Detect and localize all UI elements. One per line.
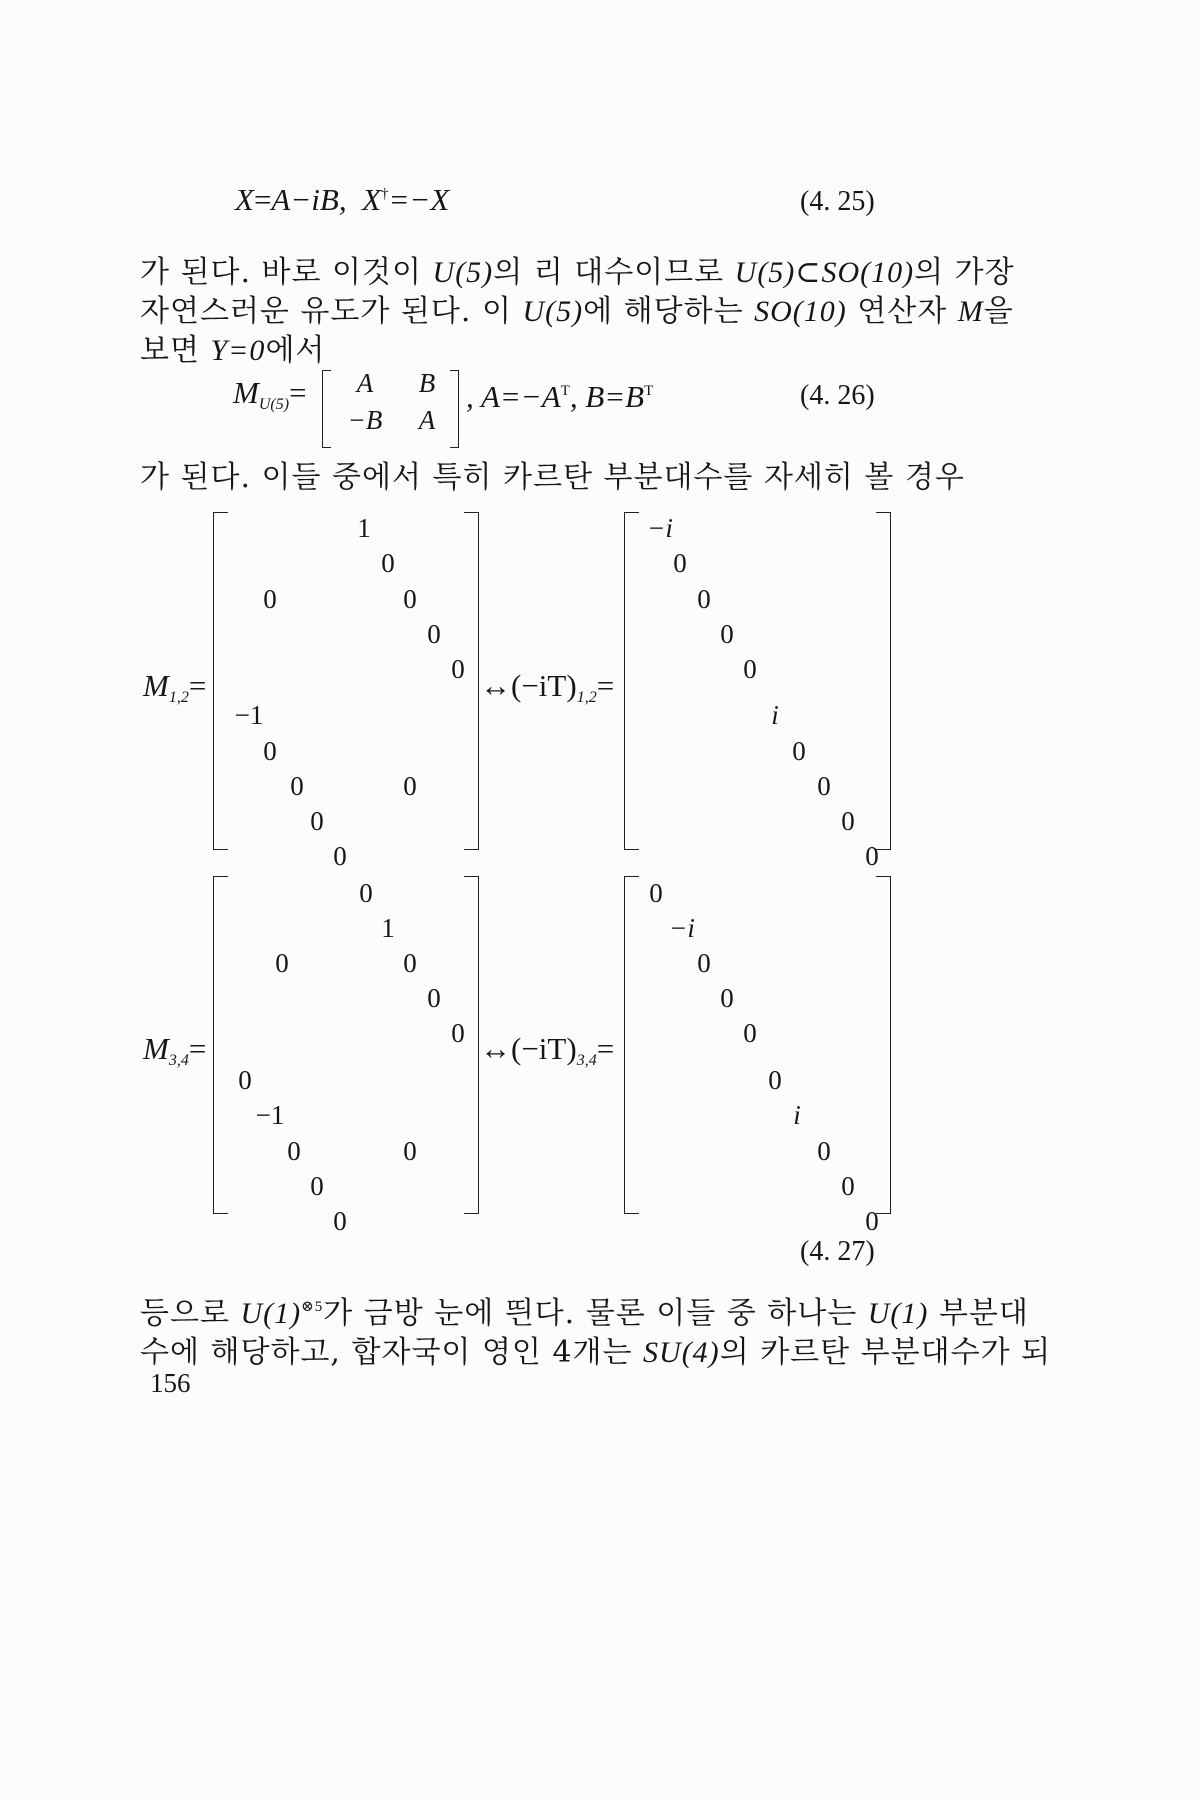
matrix-c-cell-7: −1 <box>255 1100 285 1130</box>
matrix-b-cell-0: −i <box>647 513 673 543</box>
t34-label <box>480 1033 614 1069</box>
equation-number-4-27: (4. 27) <box>800 1236 875 1267</box>
matrix-a-cell-7: 0 <box>263 736 277 766</box>
eq426-t1: T <box>560 383 570 399</box>
matrix-d-cell-9: 0 <box>865 1206 879 1236</box>
matrix-a-cell-2: 0 <box>263 584 277 614</box>
matrix-c-cell-10: 0 <box>310 1171 324 1201</box>
equation-number-4-25: (4. 25) <box>800 186 875 217</box>
matrix-c-cell-2: 0 <box>275 948 289 978</box>
matrix-d-cell-2: 0 <box>697 948 711 978</box>
eq426-conditions <box>466 381 653 412</box>
matrix-b-cell-5: i <box>771 700 779 730</box>
m34-left-bracket <box>213 876 228 1214</box>
matrix-a-cell-0: 1 <box>357 513 371 543</box>
t34-right-bracket <box>876 876 891 1214</box>
matrix-b-cell-3: 0 <box>720 619 734 649</box>
m12-right-bracket <box>464 512 479 850</box>
paragraph-1-line-2 <box>140 286 1014 330</box>
t12-equals: = <box>596 668 615 703</box>
m34-subscript: 3,4 <box>168 1052 189 1069</box>
eq426-t2: T <box>644 383 654 399</box>
m12-equals: = <box>188 668 207 703</box>
eq425-dagger: † <box>381 186 389 202</box>
m12-m: M <box>143 668 169 703</box>
matrix-a-cell-1: 0 <box>381 548 395 578</box>
t12-left-bracket <box>624 512 639 850</box>
p1-math-m: M <box>957 295 984 328</box>
matrix-c-cell-8: 0 <box>287 1136 301 1166</box>
matrix-c-cell-4: 0 <box>427 983 441 1013</box>
t34-left-bracket <box>624 876 639 1214</box>
matrix-b-cell-9: 0 <box>865 841 879 871</box>
matrix-c-cell-5: 0 <box>451 1018 465 1048</box>
p1-text-b3: 연산자 <box>846 294 958 329</box>
p1-math-so10: SO(10) <box>754 295 847 328</box>
eq426-cell-a: A <box>356 368 374 398</box>
p3-text-a2: 가 금방 눈에 띈다. 물론 이들 중 하나는 <box>323 1296 868 1331</box>
eq426-left-bracket <box>322 370 331 448</box>
p1-math-u5-b: U(5) <box>522 295 584 328</box>
matrix-d-cell-4: 0 <box>743 1018 757 1048</box>
matrix-d-cell-5: 0 <box>768 1065 782 1095</box>
paragraph-1-line-3 <box>140 325 325 369</box>
eq426-cell-a2: A <box>418 405 436 435</box>
p1-text-b4: 을 <box>983 294 1014 329</box>
p3-text-a1: 등으로 <box>140 1296 241 1331</box>
eq425-mid: =−X <box>388 182 450 217</box>
paragraph-1-line-1 <box>140 247 1015 291</box>
t12-label <box>480 670 614 706</box>
paragraph-3-line-1 <box>140 1288 1029 1332</box>
matrix-d-cell-1: −i <box>669 913 695 943</box>
matrix-b-cell-1: 0 <box>673 548 687 578</box>
matrix-a-cell-8: 0 <box>290 771 304 801</box>
m12-label <box>143 670 206 706</box>
p1-text-a2: 의 리 대수이므로 <box>493 255 735 290</box>
eq425-lhs: X <box>235 182 254 217</box>
matrix-c-cell-1: 1 <box>381 913 395 943</box>
t34-arrow: ↔(−iT) <box>480 1031 577 1066</box>
matrix-a-cell-11: 0 <box>333 841 347 871</box>
m34-m: M <box>143 1031 169 1066</box>
eq426-right-bracket <box>450 370 459 448</box>
matrix-b-cell-8: 0 <box>841 806 855 836</box>
eq426-subscript: U(5) <box>258 396 290 413</box>
eq426-cell-b: B <box>418 368 436 398</box>
p3-text-a3: 부분대 <box>928 1296 1029 1331</box>
m34-label <box>143 1033 206 1069</box>
p3-text-b2: 의 카르탄 부분대수가 되 <box>719 1335 1052 1370</box>
matrix-b-cell-7: 0 <box>817 771 831 801</box>
eq425-x: X <box>362 182 382 217</box>
t12-arrow: ↔(−iT) <box>480 668 577 703</box>
matrix-d-cell-7: 0 <box>817 1136 831 1166</box>
p3-text-b1: 수에 해당하고, 합자국이 영인 4개는 <box>140 1335 644 1370</box>
matrix-d-cell-0: 0 <box>649 878 663 908</box>
m34-equals: = <box>188 1031 207 1066</box>
matrix-c-cell-11: 0 <box>333 1206 347 1236</box>
eq426-equals: = <box>289 375 307 410</box>
eq426-cell-neg-b: −B <box>347 405 383 435</box>
matrix-d-cell-8: 0 <box>841 1171 855 1201</box>
t12-subscript: 1,2 <box>576 689 597 706</box>
matrix-a-cell-9: 0 <box>403 771 417 801</box>
equation-4-25: X=A−iB, X†=−X <box>235 182 450 217</box>
p1-math-inclusion: U(5)⊂SO(10) <box>734 256 915 289</box>
paragraph-2: 가 된다. 이들 중에서 특히 카르탄 부분대수를 자세히 볼 경우 <box>140 460 965 495</box>
p1-text-b1: 자연스러운 유도가 된다. 이 <box>140 294 523 329</box>
p1-text-c1: 보면 <box>140 333 211 368</box>
t34-subscript: 3,4 <box>576 1052 597 1069</box>
matrix-a-cell-5: 0 <box>451 654 465 684</box>
t12-right-bracket <box>876 512 891 850</box>
matrix-a-cell-3: 0 <box>403 584 417 614</box>
m12-subscript: 1,2 <box>168 689 189 706</box>
p3-math-su4: SU(4) <box>643 1336 720 1369</box>
matrix-d-cell-6: i <box>793 1100 801 1130</box>
matrix-a-cell-6: −1 <box>234 700 264 730</box>
matrix-c-cell-3: 0 <box>403 948 417 978</box>
p1-text-b2: 에 해당하는 <box>583 294 755 329</box>
p3-math-u1b: U(1) <box>867 1297 929 1330</box>
p3-math-u1: U(1) <box>240 1297 302 1330</box>
matrix-c-cell-9: 0 <box>403 1136 417 1166</box>
eq425-rhs: A−iB, <box>271 182 347 217</box>
matrix-b-cell-6: 0 <box>792 736 806 766</box>
matrix-c-cell-6: 0 <box>238 1065 252 1095</box>
p1-text-c2: 에서 <box>265 333 326 368</box>
m34-right-bracket <box>464 876 479 1214</box>
matrix-b-cell-2: 0 <box>697 584 711 614</box>
p1-math-y0: Y=0 <box>210 334 266 367</box>
matrix-d-cell-3: 0 <box>720 983 734 1013</box>
equation-number-4-26: (4. 26) <box>800 380 875 411</box>
eq426-m: M <box>233 375 259 410</box>
matrix-a-cell-4: 0 <box>427 619 441 649</box>
eq426-cond1: , A=−A <box>466 379 561 414</box>
matrix-c-cell-0: 0 <box>359 878 373 908</box>
page-number: 156 <box>150 1368 191 1398</box>
p1-math-u5: U(5) <box>432 256 494 289</box>
paragraph-3-line-2 <box>140 1327 1051 1371</box>
eq426-cond2: , B=B <box>569 379 645 414</box>
m12-left-bracket <box>213 512 228 850</box>
p3-superscript: ⊗5 <box>301 1299 324 1315</box>
t34-equals: = <box>596 1031 615 1066</box>
matrix-b-cell-4: 0 <box>743 654 757 684</box>
matrix-a-cell-10: 0 <box>310 806 324 836</box>
eq426-lhs <box>233 377 307 413</box>
p1-text-a1: 가 된다. 바로 이것이 <box>140 255 433 290</box>
p1-text-a3: 의 가장 <box>914 255 1015 290</box>
